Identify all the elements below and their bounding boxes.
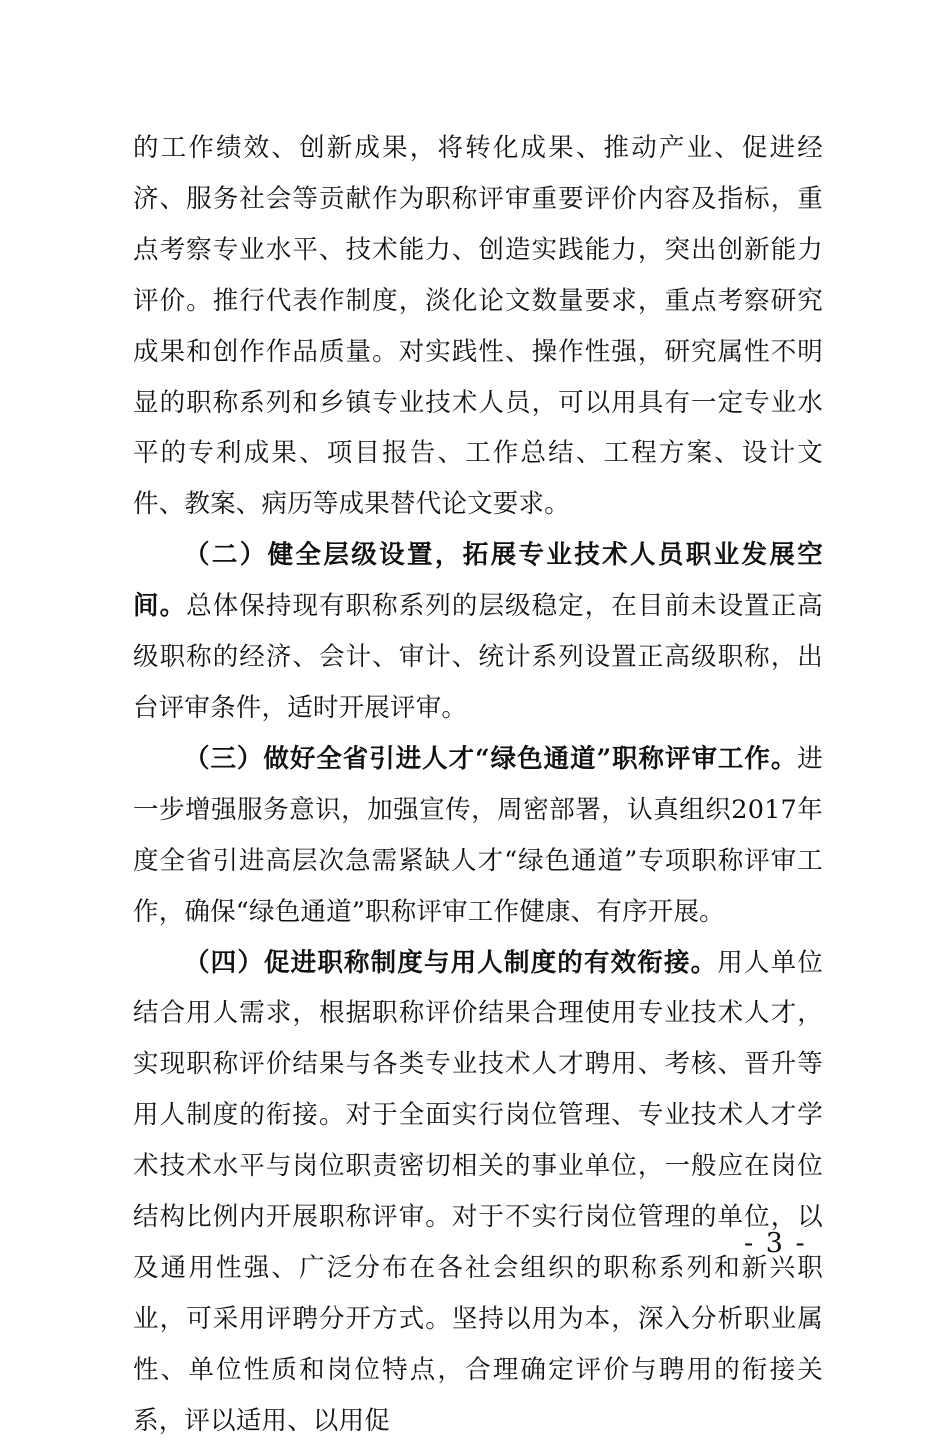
section-heading: （三）做好全省引进人才“绿色通道”职称评审工作。 xyxy=(184,743,798,774)
section-heading: （二）健全层级设置，拓展专业技术人员职业发展空间。 xyxy=(133,540,823,622)
paragraph-text: 的工作绩效、创新成果，将转化成果、推动产业、促进经济、服务社会等贡献作为职称评审重要评价内容及指标，重点考察专业水平、技术能力、创造实践能力，突出创新能力评价。推行代表作制度，淡化论文数量要求，重点考察研究成果和创作作品质量。对实践性、操作性强，研究属性不明显的职称系列和乡镇专业技术人员，可以用具有一定专业水平的专利成果、项目报告、工作总结、工程方案、设计文件、教案、病历等成果替代论文要求。 xyxy=(133,133,823,520)
page-number: - 3 - xyxy=(744,1228,807,1259)
paragraph-text: 进一步增强服务意识，加强宣传，周密部署，认真组织2017年度全省引进高层次急需紧缺人才“绿色通道”专项职称评审工作，确保“绿色通道”职称评审工作健康、有序开展。 xyxy=(133,743,823,927)
paragraph-section-2 xyxy=(133,530,823,734)
paragraph-text: 总体保持现有职称系列的层级稳定，在目前未设置正高级职称的经济、会计、审计、统计系列设置正高级职称，出台评审条件，适时开展评审。 xyxy=(133,591,823,723)
paragraph-continuation xyxy=(133,123,823,530)
document-body xyxy=(133,123,823,1447)
section-heading: （四）促进职称制度与用人制度的有效衔接。 xyxy=(184,947,718,978)
paragraph-text: 用人单位结合用人需求，根据职称评价结果合理使用专业技术人才，实现职称评价结果与各类专业技术人才聘用、考核、晋升等用人制度的衔接。对于全面实行岗位管理、专业技术人才学术技术水平与岗位职责密切相关的事业单位，一般应在岗位结构比例内开展职称评审。对于不实行岗位管理的单位，以及通用性强、广泛分布在各社会组织的职称系列和新兴职业，可采用评聘分开方式。坚持以用为本，深入分析职业属性、单位性质和岗位特点，合理确定评价与聘用的衔接关系，评以适用、以用促 xyxy=(133,947,823,1436)
paragraph-section-3 xyxy=(133,734,823,938)
paragraph-section-4 xyxy=(133,938,823,1447)
